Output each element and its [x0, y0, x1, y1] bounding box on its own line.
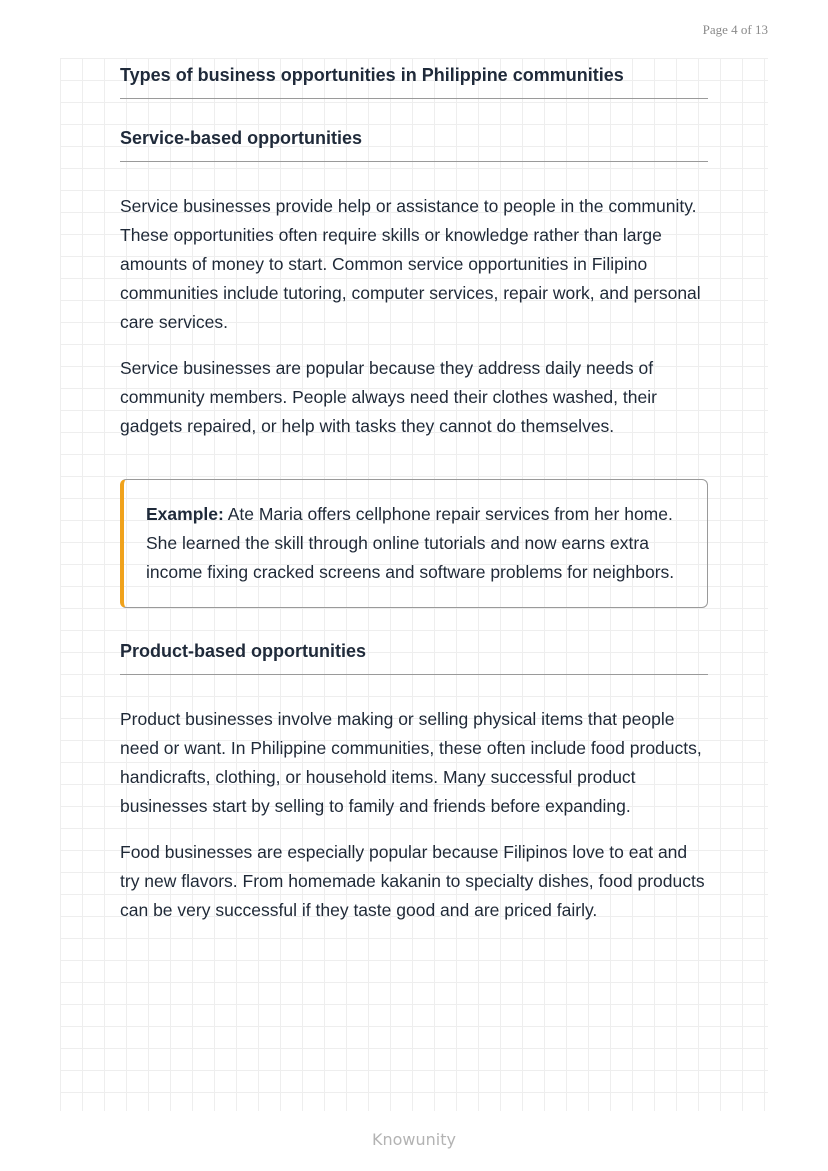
footer-brand: Knowunity	[372, 1130, 456, 1149]
section-heading-product: Product-based opportunities	[120, 636, 708, 675]
example-callout	[120, 479, 708, 608]
section-heading-service: Service-based opportunities	[120, 123, 708, 162]
example-label: Example:	[146, 504, 224, 524]
product-paragraph-1: Product businesses involve making or selling physical items that people need or want. In Philippine communities, these often include food products, handicrafts, clothing, or household items. Many successful product businesses start by selling to family and friends before expanding.	[120, 709, 702, 816]
service-paragraph-2: Service businesses are popular because they address daily needs of community members. People always need their clothes washed, their gadgets repaired, or help with tasks they cannot do themselves.	[120, 358, 657, 436]
example-body: Ate Maria offers cellphone repair services from her home. She learned the skill through online tutorials and now earns extra income fixing cracked screens and software problems for neighbors.	[146, 504, 675, 582]
page-number: Page 4 of 13	[702, 22, 768, 37]
product-paragraph-2: Food businesses are especially popular because Filipinos love to eat and try new flavors. From homemade kakanin to specialty dishes, food products can be very successful if they taste good and are priced fairly.	[120, 842, 705, 920]
document-content	[120, 60, 708, 925]
service-paragraph-1: Service businesses provide help or assistance to people in the community. These opportunities often require skills or knowledge rather than large amounts of money to start. Common service opportunities in Filipino communities include tutoring, computer services, repair work, and personal care services.	[120, 196, 701, 332]
example-text	[146, 500, 683, 587]
main-title: Types of business opportunities in Philippine communities	[120, 60, 708, 99]
